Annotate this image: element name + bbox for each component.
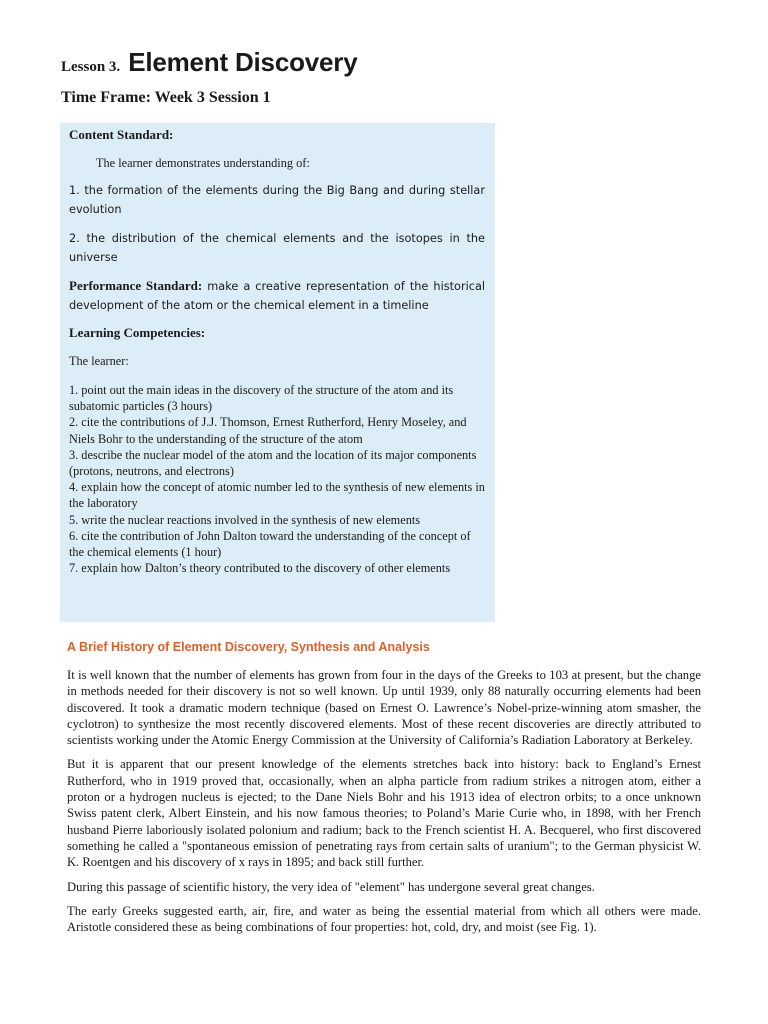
section-title: A Brief History of Element Discovery, Synthesis and Analysis (67, 640, 430, 654)
article-paragraph: During this passage of scientific history, the very idea of "element" has undergone several great changes. (67, 879, 595, 894)
article-body (67, 667, 701, 943)
performance-standard-heading: Performance Standard: (69, 278, 203, 293)
competency-item: 3. describe the nuclear model of the atom and the location of its major components (protons, neutrons, and electrons) (69, 447, 477, 479)
content-standard-item: 2. the distribution of the chemical elements and the isotopes in the universe (69, 232, 485, 264)
time-frame: Time Frame: Week 3 Session 1 (61, 89, 271, 106)
lesson-heading (61, 42, 357, 79)
learning-competencies-intro: The learner: (69, 354, 129, 368)
lesson-title: Element Discovery (128, 47, 358, 77)
content-standard-intro: The learner demonstrates understanding of: (96, 156, 310, 170)
competency-item: 7. explain how Dalton’s theory contributed to the discovery of other elements (69, 561, 451, 576)
performance-standard (69, 278, 485, 315)
learning-competencies-heading: Learning Competencies: (69, 325, 206, 340)
competency-item: 6. cite the contribution of John Dalton toward the understanding of the concept of the chemical elements (1 hour) (69, 528, 471, 560)
competency-item: 5. write the nuclear reactions involved in the synthesis of new elements (69, 512, 421, 527)
standards-box (60, 123, 495, 622)
competency-item: 2. cite the contributions of J.J. Thomson, Ernest Rutherford, Henry Moseley, and Niels Bohr to the understanding of the structure of the atom (69, 415, 467, 446)
competencies-list (69, 382, 485, 576)
content-standard-heading: Content Standard: (69, 127, 174, 142)
content-standard-item: 1. the formation of the elements during the Big Bang and during stellar evolution (69, 184, 485, 216)
lesson-number: Lesson 3. (61, 59, 121, 75)
competency-item: 4. explain how the concept of atomic number led to the synthesis of new elements in the laboratory (69, 480, 485, 511)
performance-standard-text: make a creative representation of the historical development of the atom or the chemical element in a timeline (69, 280, 486, 312)
competency-item: 1. point out the main ideas in the discovery of the structure of the atom and its subatomic particles (3 hours) (69, 383, 454, 414)
article-paragraph: But it is apparent that our present knowledge of the elements stretches back into history: back to England’s Ernest Rutherford, who in 1919 proved that, occasionally, when an alpha particle from radium strikes a nitrogen atom, either a proton or a hydrogen nucleus is ejected; to the Dane Niels Bohr and his 1913 idea of electron orbits; to a once unknown Swiss patent clerk, Albert Einstein, and his now famous theories; to Poland’s Marie Curie who, in 1898, with her French husband Pierre laboriously isolated polonium and radium; back to the French scientist H. A. Becquerel, who first discovered something he called a "spontaneous emission of penetrating rays from certain salts of uranium"; to the German physicist W. K. Roentgen and his discovery of x rays in 1895; and back still further. (67, 757, 701, 870)
article-paragraph: It is well known that the number of elements has grown from four in the days of the Greeks to 103 at present, but the change in methods needed for their discovery is not so well known. Up until 1939, only 88 naturally occurring elements had been discovered. It took a dramatic modern technique (based on Ernest O. Lawrence’s Nobel-prize-winning atom smasher, the cyclotron) to synthesize the most recently discovered elements. Most of these recent discoveries are directly attributed to scientists working under the Atomic Energy Commission at the University of California’s Radiation Laboratory at Berkeley. (67, 668, 701, 748)
article-paragraph: The early Greeks suggested earth, air, fire, and water as being the essential material from which all others were made. Aristotle considered these as being combinations of four properties: hot, cold, dry, and moist (see Fig. 1). (67, 903, 701, 935)
